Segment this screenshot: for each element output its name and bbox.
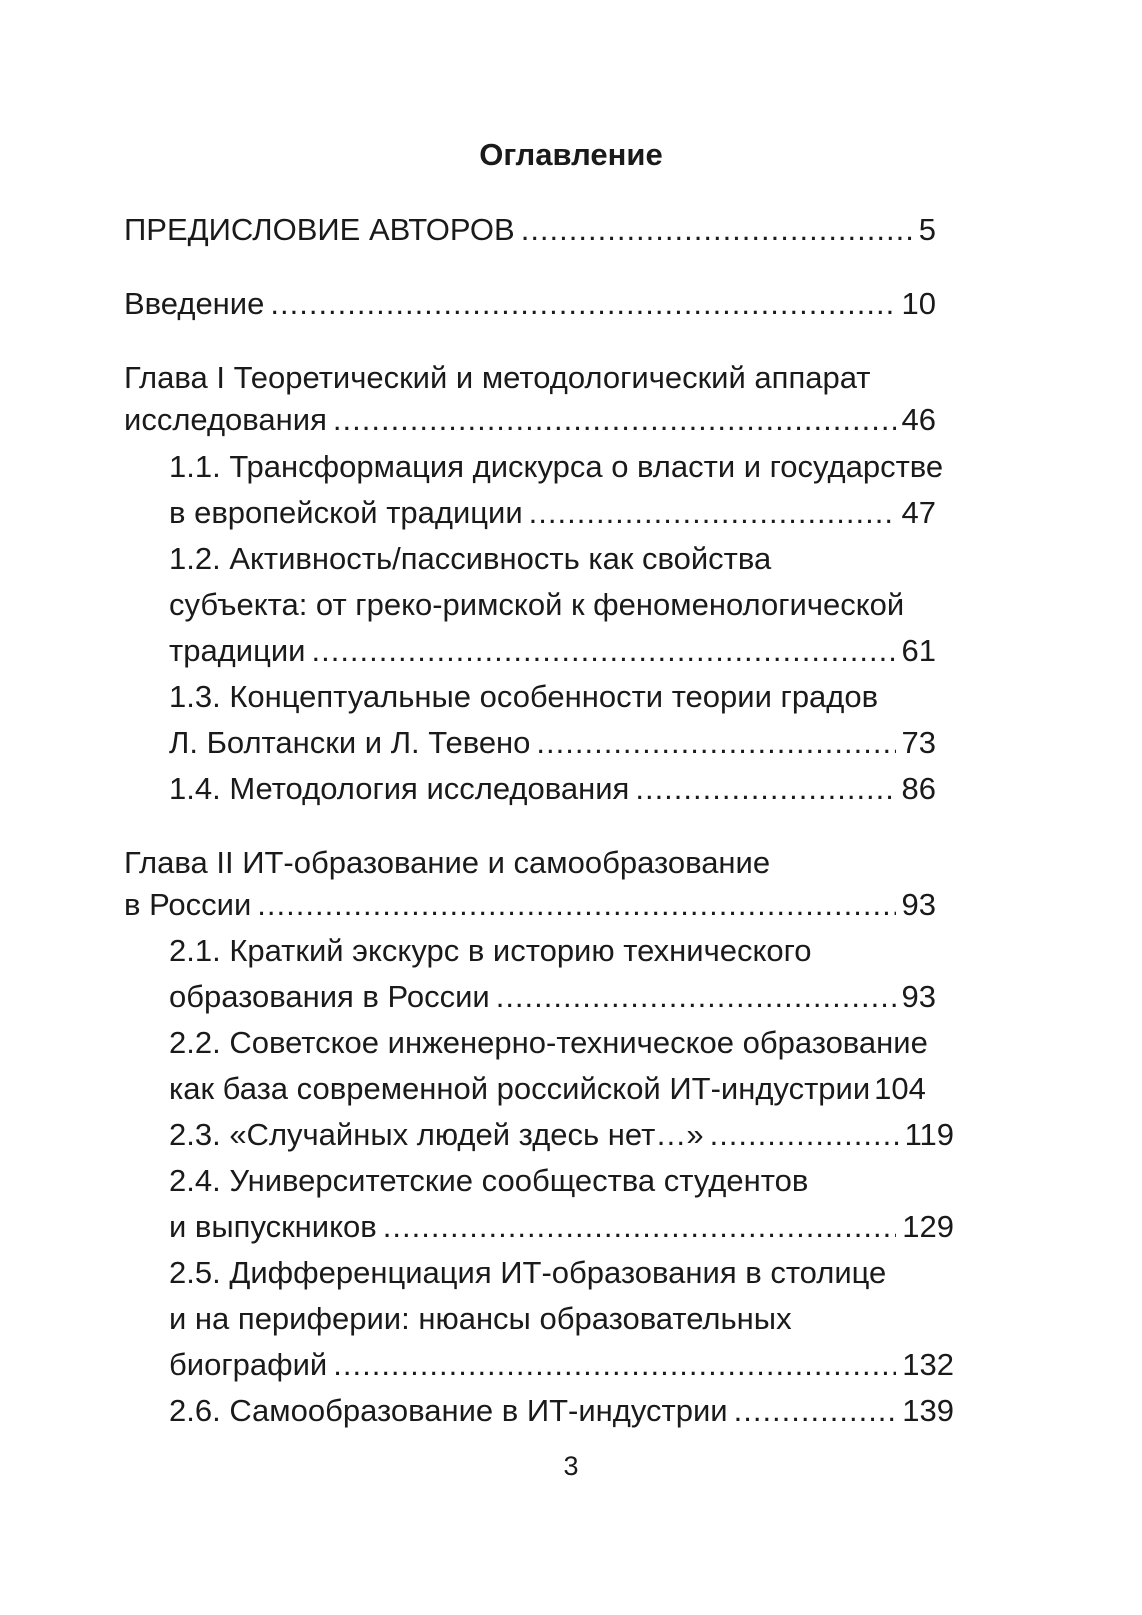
toc-leader-dots: [333, 397, 896, 443]
toc-entry-1-2-line-2[interactable]: [169, 582, 936, 628]
toc-entry-2-1-line-2[interactable]: [169, 974, 936, 1020]
toc-leader-dots: [311, 628, 895, 674]
toc-entry-chapter-2-line-2[interactable]: [124, 882, 936, 928]
toc-entry-2-4-line-2[interactable]: [169, 1204, 954, 1250]
toc-entry-page: 93: [901, 979, 936, 1014]
toc-entry-2-4-line-1[interactable]: [169, 1158, 954, 1204]
toc-entry-label: в России: [124, 887, 252, 922]
toc-entry-label: субъекта: от греко-римской к феноменологической: [169, 587, 905, 622]
toc-entry-1-3-line-1[interactable]: [169, 674, 936, 720]
toc-entry-1-2-line-1[interactable]: [169, 536, 936, 582]
toc-entry-2-5-line-2[interactable]: [169, 1296, 954, 1342]
toc-entry-page: 47: [901, 495, 936, 530]
toc-entry-page: 104: [874, 1071, 926, 1106]
toc-entry-page: 129: [902, 1209, 954, 1244]
toc-title: Оглавление: [479, 137, 663, 172]
toc-entry-label: 2.3. «Случайных людей здесь нет…»: [169, 1117, 704, 1152]
toc-entry-label: 1.3. Концептуальные особенности теории градов: [169, 679, 879, 714]
toc-entry-chapter-1-line-1[interactable]: [124, 355, 936, 401]
toc-entry-label: Глава I Теоретический и методологический аппарат: [124, 360, 871, 395]
toc-entry-page: 5: [918, 212, 936, 247]
toc-leader-dots: [521, 207, 913, 253]
toc-entry-page: 73: [901, 725, 936, 760]
toc-entry-label: 2.6. Самообразование в ИТ-индустрии: [169, 1393, 728, 1428]
toc-entry-introduction[interactable]: [124, 281, 936, 327]
toc-entry-2-2-line-2[interactable]: [169, 1066, 959, 1112]
toc-entry-label: биографий: [169, 1347, 328, 1382]
toc-entry-page: 86: [901, 771, 936, 806]
toc-entry-label: как база современной российской ИТ-индустрии: [169, 1071, 871, 1106]
toc-entry-page: 93: [901, 887, 936, 922]
toc-entry-label: Введение: [124, 286, 265, 321]
toc-entry-page: 10: [901, 286, 936, 321]
toc-entry-2-3[interactable]: [169, 1112, 954, 1158]
toc-entry-2-6[interactable]: [169, 1388, 954, 1434]
toc-entry-page: 139: [902, 1393, 954, 1428]
toc-entry-label: 1.1. Трансформация дискурса о власти и государстве: [169, 449, 944, 484]
toc-entry-page: 46: [901, 402, 936, 437]
toc-entry-1-2-line-3[interactable]: [169, 628, 936, 674]
toc-entry-chapter-2-line-1[interactable]: [124, 840, 936, 886]
page-number: 3: [563, 1451, 579, 1481]
toc-leader-dots: [635, 766, 895, 812]
toc-entry-label: 2.1. Краткий экскурс в историю технического: [169, 933, 812, 968]
toc-entry-label: и выпускников: [169, 1209, 377, 1244]
toc-entry-page: 61: [901, 633, 936, 668]
toc-leader-dots: [734, 1388, 897, 1434]
toc-entry-page: 132: [902, 1347, 954, 1382]
toc-leader-dots: [333, 1342, 896, 1388]
toc-entry-label: Глава II ИТ-образование и самообразование: [124, 845, 771, 880]
toc-entry-label: Л. Болтански и Л. Тевено: [169, 725, 531, 760]
toc-entry-1-1-line-2[interactable]: [169, 490, 936, 536]
toc-entry-label: 2.2. Советское инженерно-техническое образование: [169, 1025, 928, 1060]
toc-entry-2-5-line-1[interactable]: [169, 1250, 954, 1296]
toc-entry-label: и на периферии: нюансы образовательных: [169, 1301, 792, 1336]
toc-entry-label: 2.4. Университетские сообщества студентов: [169, 1163, 809, 1198]
toc-entry-preface[interactable]: [124, 207, 936, 253]
toc-entry-label: ПРЕДИСЛОВИЕ АВТОРОВ: [124, 212, 515, 247]
toc-entry-label: образования в России: [169, 979, 490, 1014]
toc-entry-2-5-line-3[interactable]: [169, 1342, 954, 1388]
toc-entry-label: исследования: [124, 402, 327, 437]
toc-entry-1-4[interactable]: [169, 766, 936, 812]
toc-entry-label: 1.4. Методология исследования: [169, 771, 630, 806]
toc-leader-dots: [529, 490, 896, 536]
toc-entry-1-3-line-2[interactable]: [169, 720, 936, 766]
toc-leader-dots: [710, 1112, 899, 1158]
toc-entry-label: 1.2. Активность/пассивность как свойства: [169, 541, 772, 576]
toc-entry-2-2-line-1[interactable]: [169, 1020, 959, 1066]
toc-entry-1-1-line-1[interactable]: [169, 444, 944, 490]
toc-leader-dots: [496, 974, 896, 1020]
toc-entry-2-1-line-1[interactable]: [169, 928, 936, 974]
toc-leader-dots: [270, 281, 895, 327]
toc-entry-label: в европейской традиции: [169, 495, 523, 530]
toc-entry-label: 2.5. Дифференциация ИТ-образования в столице: [169, 1255, 887, 1290]
toc-leader-dots: [257, 882, 895, 928]
toc-entry-label: традиции: [169, 633, 306, 668]
toc-leader-dots: [536, 720, 895, 766]
toc-entry-page: 119: [904, 1117, 954, 1152]
toc-entry-chapter-1-line-2[interactable]: [124, 397, 936, 443]
toc-leader-dots: [383, 1204, 897, 1250]
